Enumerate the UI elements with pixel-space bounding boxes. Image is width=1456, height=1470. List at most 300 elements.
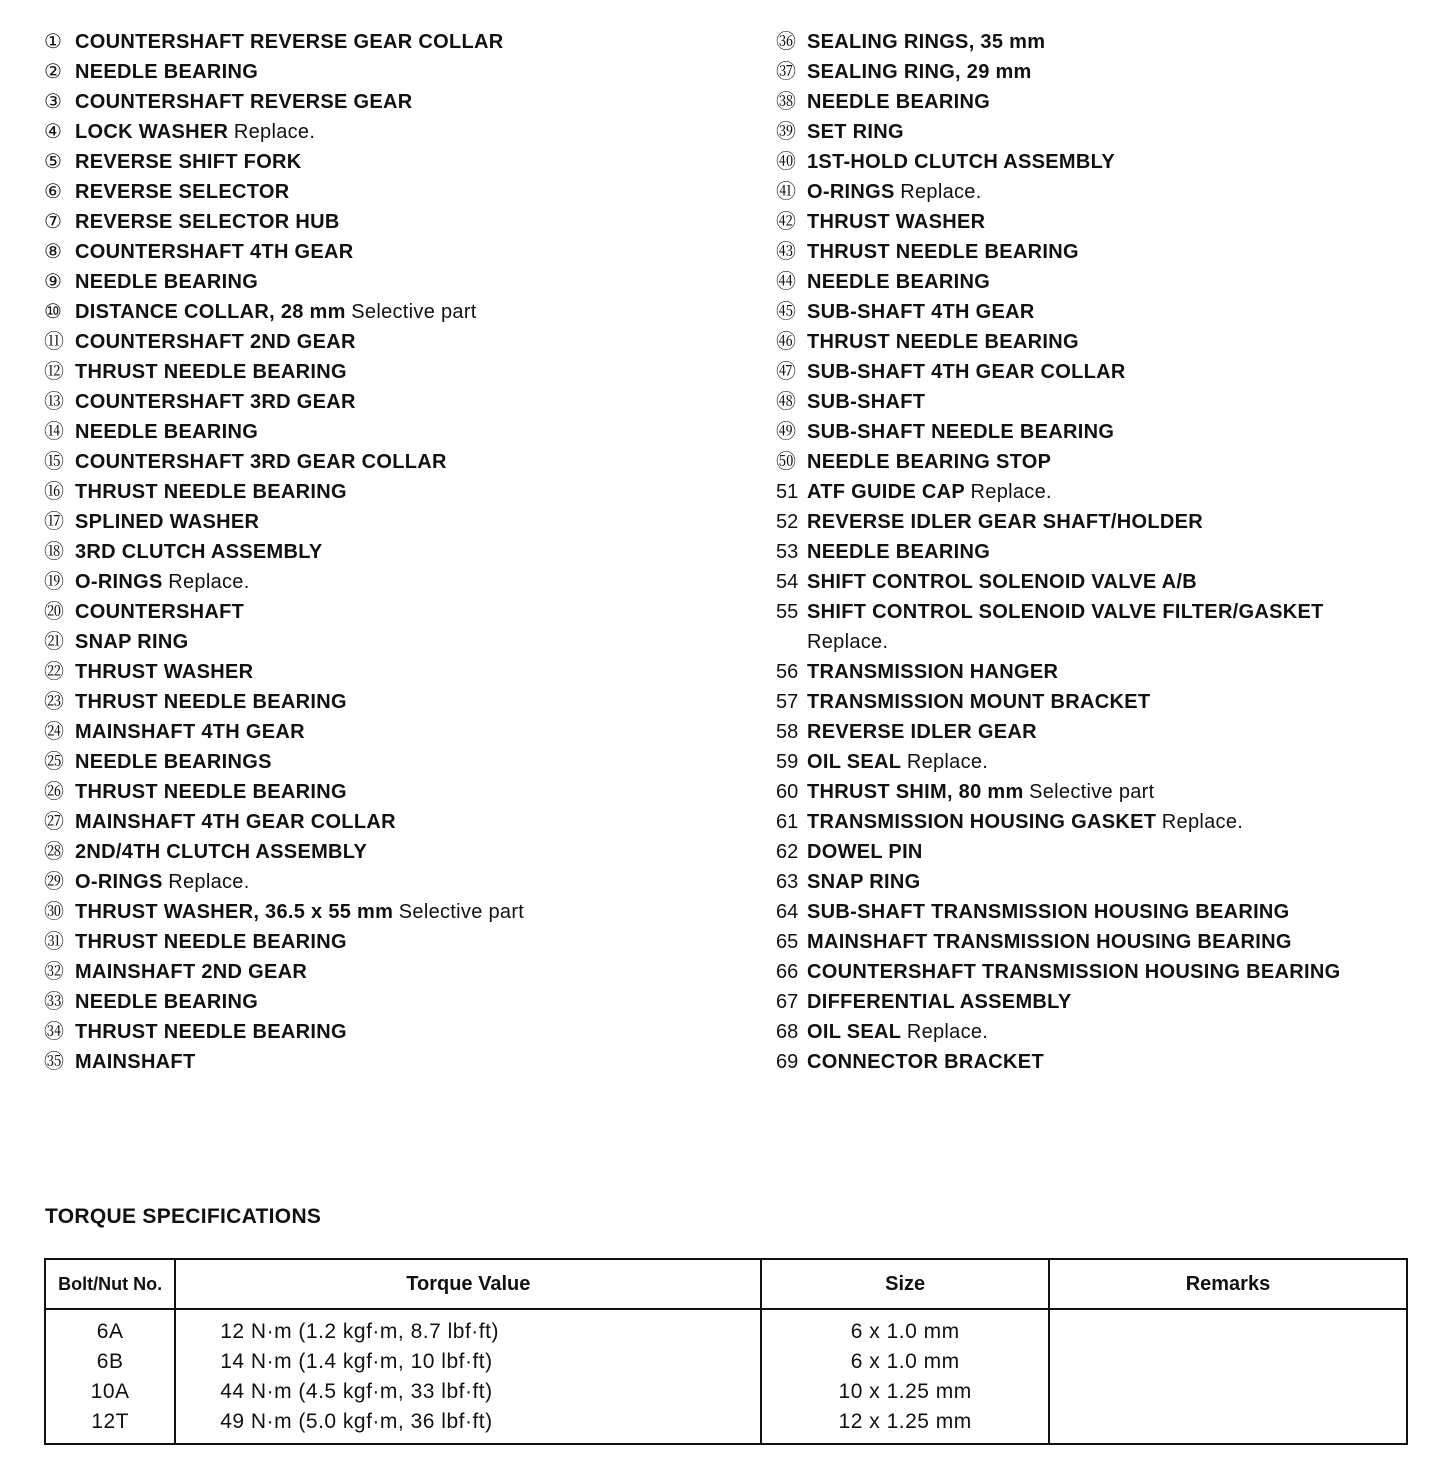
parts-item [776, 207, 1436, 237]
part-number: ⑪ [44, 331, 64, 353]
parts-item [44, 747, 744, 777]
parts-item [776, 837, 1436, 867]
part-text [75, 267, 258, 297]
parts-item [776, 537, 1436, 567]
part-text [807, 327, 1079, 357]
parts-item [776, 447, 1436, 477]
parts-item [776, 867, 1436, 897]
parts-item [44, 327, 744, 357]
part-number: 54 [776, 571, 799, 593]
part-text [75, 807, 396, 837]
parts-item [776, 897, 1436, 927]
parts-item [44, 387, 744, 417]
part-number: ㉑ [44, 631, 64, 653]
part-name: MAINSHAFT 2ND GEAR [75, 961, 308, 983]
part-number: ㊵ [776, 151, 796, 173]
part-name: SUB-SHAFT 4TH GEAR COLLAR [807, 361, 1126, 383]
part-name: COUNTERSHAFT REVERSE GEAR [75, 91, 413, 113]
parts-item [776, 387, 1436, 417]
parts-item [44, 777, 744, 807]
parts-item [776, 717, 1436, 747]
part-name: SUB-SHAFT NEEDLE BEARING [807, 421, 1115, 443]
part-number: ㉗ [44, 811, 64, 833]
part-name: THRUST NEEDLE BEARING [75, 481, 347, 503]
part-number: 64 [776, 901, 799, 923]
part-number: ① [44, 31, 62, 53]
part-text [75, 147, 302, 177]
part-number: ㉜ [44, 961, 64, 983]
part-number: ㊱ [776, 31, 796, 53]
part-text [75, 117, 315, 147]
parts-item [44, 1047, 744, 1077]
part-name: DISTANCE COLLAR, 28 mm [75, 301, 346, 323]
part-text [75, 447, 447, 477]
part-note: Replace. [233, 121, 316, 143]
part-name: THRUST WASHER [75, 661, 254, 683]
part-name: CONNECTOR BRACKET [807, 1051, 1044, 1073]
part-number: 67 [776, 991, 799, 1013]
part-text [75, 627, 188, 657]
part-number: ㊼ [776, 361, 796, 383]
part-text [807, 417, 1114, 447]
torque-row [45, 1347, 1407, 1377]
part-text [75, 597, 244, 627]
parts-item [776, 177, 1436, 207]
part-name: 2ND/4TH CLUTCH ASSEMBLY [75, 841, 368, 863]
part-number: ㉓ [44, 691, 64, 713]
part-text [807, 27, 1045, 57]
part-name: NEEDLE BEARING [75, 991, 259, 1013]
parts-item [44, 537, 744, 567]
part-text [75, 87, 413, 117]
part-number: ㉙ [44, 871, 64, 893]
part-text [807, 807, 1243, 837]
part-number: 57 [776, 691, 799, 713]
part-text [75, 177, 289, 207]
part-note: Replace. [1161, 811, 1244, 833]
part-name: NEEDLE BEARING [75, 61, 259, 83]
part-text [807, 717, 1037, 747]
parts-item [44, 597, 744, 627]
part-text [807, 747, 988, 777]
parts-item [776, 657, 1436, 687]
part-note: Replace. [168, 571, 250, 593]
part-text [75, 837, 367, 867]
parts-item [776, 927, 1436, 957]
torque-value-cell: 44 N·m (4.5 kgf·m, 33 lbf·ft) [175, 1377, 761, 1407]
part-name: DOWEL PIN [807, 841, 923, 863]
part-name: 1ST-HOLD CLUTCH ASSEMBLY [807, 151, 1115, 173]
part-text [75, 927, 347, 957]
part-text [75, 387, 356, 417]
part-text [807, 87, 990, 117]
part-text [75, 777, 347, 807]
size-cell: 6 x 1.0 mm [761, 1347, 1048, 1377]
size-cell: 12 x 1.25 mm [761, 1407, 1048, 1444]
part-name: SEALING RING, 29 mm [807, 61, 1032, 83]
part-text [75, 57, 258, 87]
part-number: ⑲ [44, 571, 64, 593]
part-name: NEEDLE BEARING [807, 271, 991, 293]
parts-item [44, 207, 744, 237]
part-note: Selective part [1029, 781, 1155, 803]
parts-item [776, 267, 1436, 297]
parts-item [776, 327, 1436, 357]
parts-item [44, 447, 744, 477]
part-number: ⑥ [44, 181, 62, 203]
bolt-nut-cell: 6A [45, 1309, 175, 1347]
part-number: ⑮ [44, 451, 64, 473]
parts-item [44, 1017, 744, 1047]
part-text [807, 477, 1052, 507]
parts-item [776, 687, 1436, 717]
part-name: MAINSHAFT TRANSMISSION HOUSING BEARING [807, 931, 1292, 953]
part-number: 69 [776, 1051, 799, 1073]
part-number: ⑬ [44, 391, 64, 413]
torque-value-cell: 49 N·m (5.0 kgf·m, 36 lbf·ft) [175, 1407, 761, 1444]
part-text [807, 867, 920, 897]
part-number: ⑨ [44, 271, 62, 293]
part-note: Selective part [398, 901, 525, 923]
part-text [75, 987, 258, 1017]
part-number: 62 [776, 841, 799, 863]
part-number: 59 [776, 751, 799, 773]
part-number: ⑤ [44, 151, 62, 173]
part-number: 56 [776, 661, 799, 683]
part-name: O-RINGS [75, 871, 163, 893]
part-name: REVERSE SHIFT FORK [75, 151, 302, 173]
part-name: TRANSMISSION HANGER [807, 661, 1059, 683]
parts-item [44, 657, 744, 687]
part-number: 65 [776, 931, 799, 953]
part-text [807, 237, 1079, 267]
part-number: 68 [776, 1021, 799, 1043]
part-name: O-RINGS [807, 181, 895, 203]
size-cell: 6 x 1.0 mm [761, 1309, 1048, 1347]
part-text [75, 417, 258, 447]
part-name: THRUST NEEDLE BEARING [807, 241, 1079, 263]
parts-item [776, 987, 1436, 1017]
part-number: ㊴ [776, 121, 796, 143]
parts-item [776, 417, 1436, 447]
part-text [807, 987, 1071, 1017]
part-text [807, 177, 982, 207]
part-text [807, 957, 1340, 987]
part-number: 55 [776, 601, 799, 623]
part-number: ㉒ [44, 661, 64, 683]
part-name: NEEDLE BEARING [75, 421, 259, 443]
part-text [807, 207, 985, 237]
part-number: ⑳ [44, 601, 64, 623]
part-name: REVERSE IDLER GEAR [807, 721, 1037, 743]
parts-item [44, 57, 744, 87]
part-number: ㉕ [44, 751, 64, 773]
parts-item [44, 117, 744, 147]
part-name: NEEDLE BEARING [807, 91, 991, 113]
part-name: LOCK WASHER [75, 121, 229, 143]
part-name: MAINSHAFT 4TH GEAR COLLAR [75, 811, 396, 833]
part-text [75, 957, 307, 987]
part-number: ⑧ [44, 241, 62, 263]
parts-item [44, 267, 744, 297]
part-number: ㊶ [776, 181, 796, 203]
parts-item [776, 747, 1436, 777]
part-name: SHIFT CONTROL SOLENOID VALVE FILTER/GASKET [807, 601, 1324, 623]
part-name: SUB-SHAFT TRANSMISSION HOUSING BEARING [807, 901, 1290, 923]
parts-item [44, 477, 744, 507]
part-text [75, 687, 347, 717]
part-name: COUNTERSHAFT 3RD GEAR COLLAR [75, 451, 447, 473]
part-number: ⑦ [44, 211, 62, 233]
torque-row [45, 1309, 1407, 1347]
parts-item [776, 777, 1436, 807]
parts-item [44, 987, 744, 1017]
part-text [807, 147, 1115, 177]
part-number: ㊻ [776, 331, 796, 353]
part-number: ③ [44, 91, 62, 113]
part-note: Selective part [351, 301, 477, 323]
size-cell: 10 x 1.25 mm [761, 1377, 1048, 1407]
part-name: REVERSE SELECTOR [75, 181, 290, 203]
part-name: SEALING RINGS, 35 mm [807, 31, 1046, 53]
part-name: COUNTERSHAFT 2ND GEAR [75, 331, 356, 353]
parts-item [776, 87, 1436, 117]
part-number: ㉞ [44, 1021, 64, 1043]
parts-item [44, 507, 744, 537]
part-number: ㉖ [44, 781, 64, 803]
part-text [75, 237, 354, 267]
part-text [75, 567, 250, 597]
part-number: 52 [776, 511, 799, 533]
parts-item [44, 147, 744, 177]
part-number: ㉟ [44, 1051, 64, 1073]
part-text [807, 597, 1324, 657]
parts-item [44, 927, 744, 957]
torque-header-row [45, 1259, 1407, 1309]
bolt-nut-cell: 6B [45, 1347, 175, 1377]
torque-table [44, 1258, 1408, 1445]
part-number: 58 [776, 721, 799, 743]
header-bolt-nut: Bolt/Nut No. [45, 1259, 175, 1309]
part-name: THRUST NEEDLE BEARING [75, 361, 347, 383]
part-text [807, 267, 990, 297]
part-text [75, 327, 356, 357]
parts-item [44, 27, 744, 57]
part-text [75, 357, 347, 387]
part-number: ㊹ [776, 271, 796, 293]
part-number: ㊷ [776, 211, 796, 233]
parts-item [44, 297, 744, 327]
parts-item [776, 807, 1436, 837]
part-note: Replace. [906, 751, 989, 773]
parts-item [44, 867, 744, 897]
part-text [75, 747, 272, 777]
part-name: ATF GUIDE CAP [807, 481, 965, 503]
part-text [807, 507, 1203, 537]
part-name: REVERSE IDLER GEAR SHAFT/HOLDER [807, 511, 1203, 533]
part-name: REVERSE SELECTOR HUB [75, 211, 340, 233]
part-text [807, 927, 1292, 957]
parts-item [776, 477, 1436, 507]
part-text [807, 1047, 1044, 1077]
part-number: ㉝ [44, 991, 64, 1013]
part-number: ㊾ [776, 421, 796, 443]
part-number: 66 [776, 961, 799, 983]
part-text [75, 657, 253, 687]
torque-value-cell: 14 N·m (1.4 kgf·m, 10 lbf·ft) [175, 1347, 761, 1377]
part-number: ⑫ [44, 361, 64, 383]
part-name: SPLINED WASHER [75, 511, 260, 533]
part-number: ㊺ [776, 301, 796, 323]
parts-item [44, 897, 744, 927]
bolt-nut-cell: 10A [45, 1377, 175, 1407]
parts-item [776, 1017, 1436, 1047]
part-name: NEEDLE BEARING [807, 541, 991, 563]
part-name: THRUST NEEDLE BEARING [75, 781, 347, 803]
part-name: NEEDLE BEARINGS [75, 751, 272, 773]
part-number: ⑱ [44, 541, 64, 563]
part-name: COUNTERSHAFT [75, 601, 245, 623]
part-name: SNAP RING [75, 631, 189, 653]
part-number: 53 [776, 541, 799, 563]
part-name: SUB-SHAFT [807, 391, 926, 413]
torque-value-cell: 12 N·m (1.2 kgf·m, 8.7 lbf·ft) [175, 1309, 761, 1347]
parts-item [776, 507, 1436, 537]
part-name: OIL SEAL [807, 751, 902, 773]
part-name: SHIFT CONTROL SOLENOID VALVE A/B [807, 571, 1197, 593]
part-name: TRANSMISSION MOUNT BRACKET [807, 691, 1151, 713]
part-name: NEEDLE BEARING [75, 271, 259, 293]
parts-item [44, 237, 744, 267]
part-number: ④ [44, 121, 62, 143]
header-size: Size [761, 1259, 1048, 1309]
part-number: ⑭ [44, 421, 64, 443]
part-text [75, 27, 504, 57]
part-name: MAINSHAFT 4TH GEAR [75, 721, 305, 743]
parts-item [776, 567, 1436, 597]
remarks-cell [1049, 1407, 1407, 1444]
parts-item [776, 357, 1436, 387]
part-number: 60 [776, 781, 799, 803]
part-text [75, 867, 250, 897]
remarks-cell [1049, 1309, 1407, 1347]
part-number: ㊳ [776, 91, 796, 113]
parts-item [44, 717, 744, 747]
parts-item [44, 807, 744, 837]
part-name: DIFFERENTIAL ASSEMBLY [807, 991, 1072, 1013]
part-name: THRUST WASHER [807, 211, 986, 233]
parts-item [44, 567, 744, 597]
part-number: ㉛ [44, 931, 64, 953]
part-name: NEEDLE BEARING STOP [807, 451, 1052, 473]
part-number: ㊽ [776, 391, 796, 413]
part-name: SUB-SHAFT 4TH GEAR [807, 301, 1035, 323]
part-text [807, 657, 1058, 687]
part-text [75, 1047, 195, 1077]
part-note: Replace. [900, 181, 982, 203]
part-name: COUNTERSHAFT 4TH GEAR [75, 241, 354, 263]
part-text [807, 537, 990, 567]
part-number: 63 [776, 871, 799, 893]
header-remarks: Remarks [1049, 1259, 1407, 1309]
parts-item [44, 177, 744, 207]
part-number: ㉘ [44, 841, 64, 863]
parts-item [44, 627, 744, 657]
part-text [807, 117, 904, 147]
parts-item [776, 237, 1436, 267]
part-text [75, 537, 323, 567]
parts-list-left [44, 27, 744, 1077]
torque-title: TORQUE SPECIFICATIONS [45, 1205, 322, 1228]
part-name: 3RD CLUTCH ASSEMBLY [75, 541, 323, 563]
part-name: THRUST SHIM, 80 mm [807, 781, 1024, 803]
part-name: MAINSHAFT [75, 1051, 196, 1073]
part-name: THRUST NEEDLE BEARING [75, 691, 347, 713]
part-name: OIL SEAL [807, 1021, 902, 1043]
part-number: ⑩ [44, 301, 62, 323]
part-number: 51 [776, 481, 799, 503]
part-number: ㊿ [776, 451, 796, 473]
parts-item [776, 27, 1436, 57]
parts-item [44, 357, 744, 387]
parts-item [44, 687, 744, 717]
part-number: ⑯ [44, 481, 64, 503]
part-name: O-RINGS [75, 571, 163, 593]
part-text [807, 897, 1290, 927]
part-number: ㊲ [776, 61, 796, 83]
parts-item [776, 1047, 1436, 1077]
part-text [75, 477, 347, 507]
part-number: 61 [776, 811, 799, 833]
parts-item [776, 117, 1436, 147]
part-text [807, 837, 923, 867]
bolt-nut-cell: 12T [45, 1407, 175, 1444]
part-name: COUNTERSHAFT REVERSE GEAR COLLAR [75, 31, 504, 53]
parts-item [44, 957, 744, 987]
parts-item [44, 837, 744, 867]
part-name: COUNTERSHAFT TRANSMISSION HOUSING BEARING [807, 961, 1341, 983]
parts-item [776, 597, 1436, 657]
torque-row [45, 1377, 1407, 1407]
part-note: Replace. [906, 1021, 989, 1043]
part-name: SET RING [807, 121, 904, 143]
part-text [807, 1017, 988, 1047]
part-name: TRANSMISSION HOUSING GASKET [807, 811, 1157, 833]
remarks-cell [1049, 1347, 1407, 1377]
part-number: ㉔ [44, 721, 64, 743]
part-text [75, 717, 305, 747]
part-name: THRUST NEEDLE BEARING [807, 331, 1079, 353]
part-number: ⑰ [44, 511, 64, 533]
part-note: Replace. [970, 481, 1052, 503]
header-torque-value: Torque Value [175, 1259, 761, 1309]
part-text [75, 1017, 347, 1047]
part-text [807, 687, 1150, 717]
part-note: Replace. [168, 871, 250, 893]
part-name: THRUST WASHER, 36.5 x 55 mm [75, 901, 394, 923]
remarks-cell [1049, 1377, 1407, 1407]
part-note: Replace. [807, 631, 889, 653]
part-number: ㉚ [44, 901, 64, 923]
part-text [75, 897, 524, 927]
part-text [807, 387, 925, 417]
part-text [807, 567, 1197, 597]
torque-body [45, 1309, 1407, 1444]
parts-item [44, 87, 744, 117]
parts-item [44, 417, 744, 447]
part-number: ② [44, 61, 62, 83]
parts-item [776, 57, 1436, 87]
